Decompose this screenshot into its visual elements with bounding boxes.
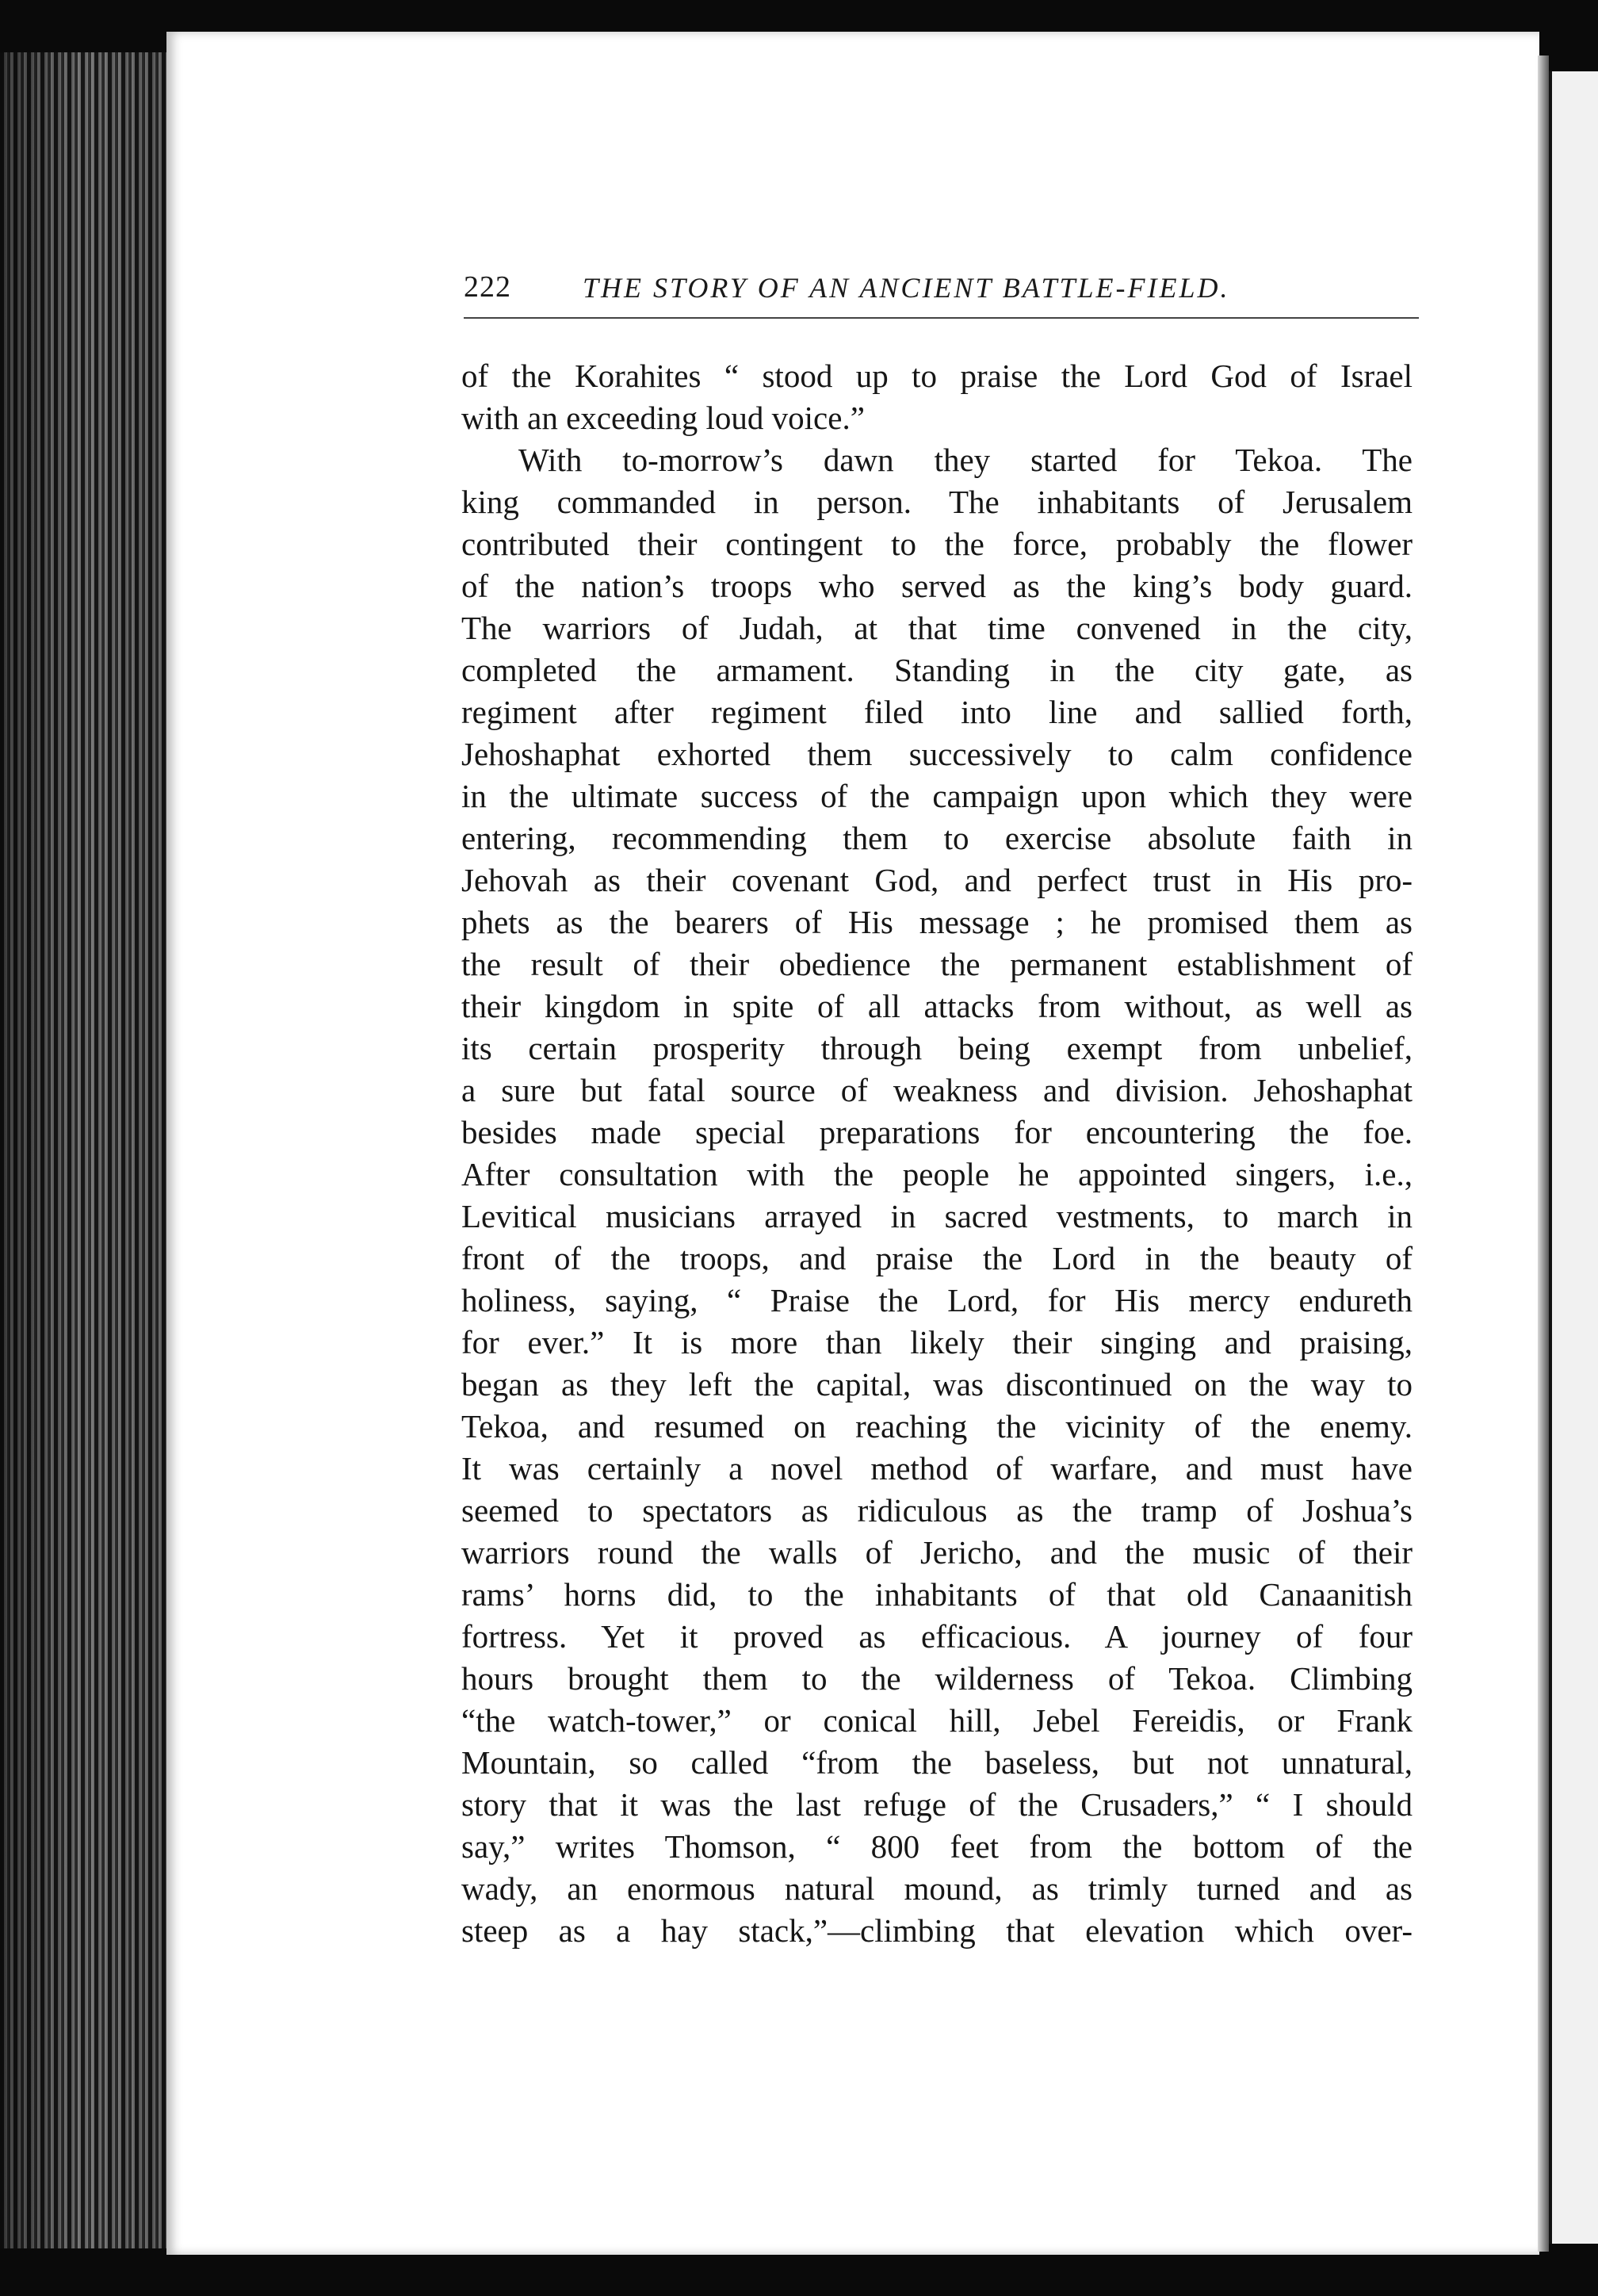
text-line: the result of their obedience the permanent establishment of	[461, 946, 1413, 982]
text-line: of the nation’s troops who served as the king’s body guard.	[461, 568, 1413, 604]
text-line: With to-morrow’s dawn they started for Tekoa. The	[518, 442, 1413, 478]
text-line: Jehovah as their covenant God, and perfect trust in His pro-	[461, 862, 1413, 898]
text-line: holiness, saying, “ Praise the Lord, for His mercy endureth	[461, 1282, 1413, 1318]
text-line: After consultation with the people he appointed singers, i.e.,	[461, 1156, 1413, 1192]
running-title: THE STORY OF AN ANCIENT BATTLE-FIELD.	[583, 272, 1230, 304]
text-line: their kingdom in spite of all attacks from without, as well as	[461, 988, 1413, 1024]
text-line: story that it was the last refuge of the Crusaders,” “ I should	[461, 1786, 1413, 1823]
text-line: Mountain, so called “from the baseless, but not unnatural,	[461, 1744, 1413, 1781]
text-line: regiment after regiment filed into line and sallied forth,	[461, 694, 1413, 730]
text-line: say,” writes Thomson, “ 800 feet from the bottom of the	[461, 1828, 1413, 1865]
text-line: besides made special preparations for encountering the foe.	[461, 1114, 1413, 1150]
page-gutter	[1538, 55, 1549, 2252]
text-line: wady, an enormous natural mound, as trimly turned and as	[461, 1870, 1413, 1907]
text-line: with an exceeding loud voice.”	[461, 400, 865, 436]
text-line: hours brought them to the wilderness of Tekoa. Climbing	[461, 1660, 1413, 1697]
text-line: The warriors of Judah, at that time convened in the city,	[461, 610, 1413, 646]
page-number: 222	[464, 270, 511, 304]
text-line: of the Korahites “ stood up to praise the Lord God of Israel	[461, 358, 1413, 394]
text-line: steep as a hay stack,”—climbing that elevation which over-	[461, 1912, 1413, 1949]
text-line: Tekoa, and resumed on reaching the vicinity of the enemy.	[461, 1408, 1413, 1445]
body-text	[461, 355, 1413, 1952]
text-line: phets as the bearers of His message ; he promised them as	[461, 904, 1413, 940]
text-line: Jehoshaphat exhorted them successively to calm confidence	[461, 736, 1413, 772]
running-head	[464, 270, 1419, 319]
text-line: rams’ horns did, to the inhabitants of that old Canaanitish	[461, 1576, 1413, 1613]
text-line: “the watch-tower,” or conical hill, Jebel Fereidis, or Frank	[461, 1702, 1413, 1739]
text-line: It was certainly a novel method of warfare, and must have	[461, 1450, 1413, 1487]
book-edge-shadow	[0, 52, 190, 2248]
text-line: contributed their contingent to the force, probably the flower	[461, 526, 1413, 562]
text-line: began as they left the capital, was discontinued on the way to	[461, 1366, 1413, 1402]
text-line: front of the troops, and praise the Lord in the beauty of	[461, 1240, 1413, 1276]
text-line: entering, recommending them to exercise absolute faith in	[461, 820, 1413, 856]
text-line: Levitical musicians arrayed in sacred vestments, to march in	[461, 1198, 1413, 1234]
text-line: king commanded in person. The inhabitants of Jerusalem	[461, 484, 1413, 520]
text-line: completed the armament. Standing in the city gate, as	[461, 652, 1413, 688]
text-line: for ever.” It is more than likely their singing and praising,	[461, 1324, 1413, 1360]
text-line: warriors round the walls of Jericho, and the music of their	[461, 1534, 1413, 1571]
text-line: fortress. Yet it proved as efficacious. A journey of four	[461, 1618, 1413, 1655]
text-line: its certain prosperity through being exempt from unbelief,	[461, 1030, 1413, 1066]
text-line: in the ultimate success of the campaign upon which they were	[461, 778, 1413, 814]
text-line: seemed to spectators as ridiculous as the tramp of Joshua’s	[461, 1492, 1413, 1529]
text-line: a sure but fatal source of weakness and division. Jehoshaphat	[461, 1072, 1413, 1108]
facing-page-edge	[1549, 71, 1598, 2244]
